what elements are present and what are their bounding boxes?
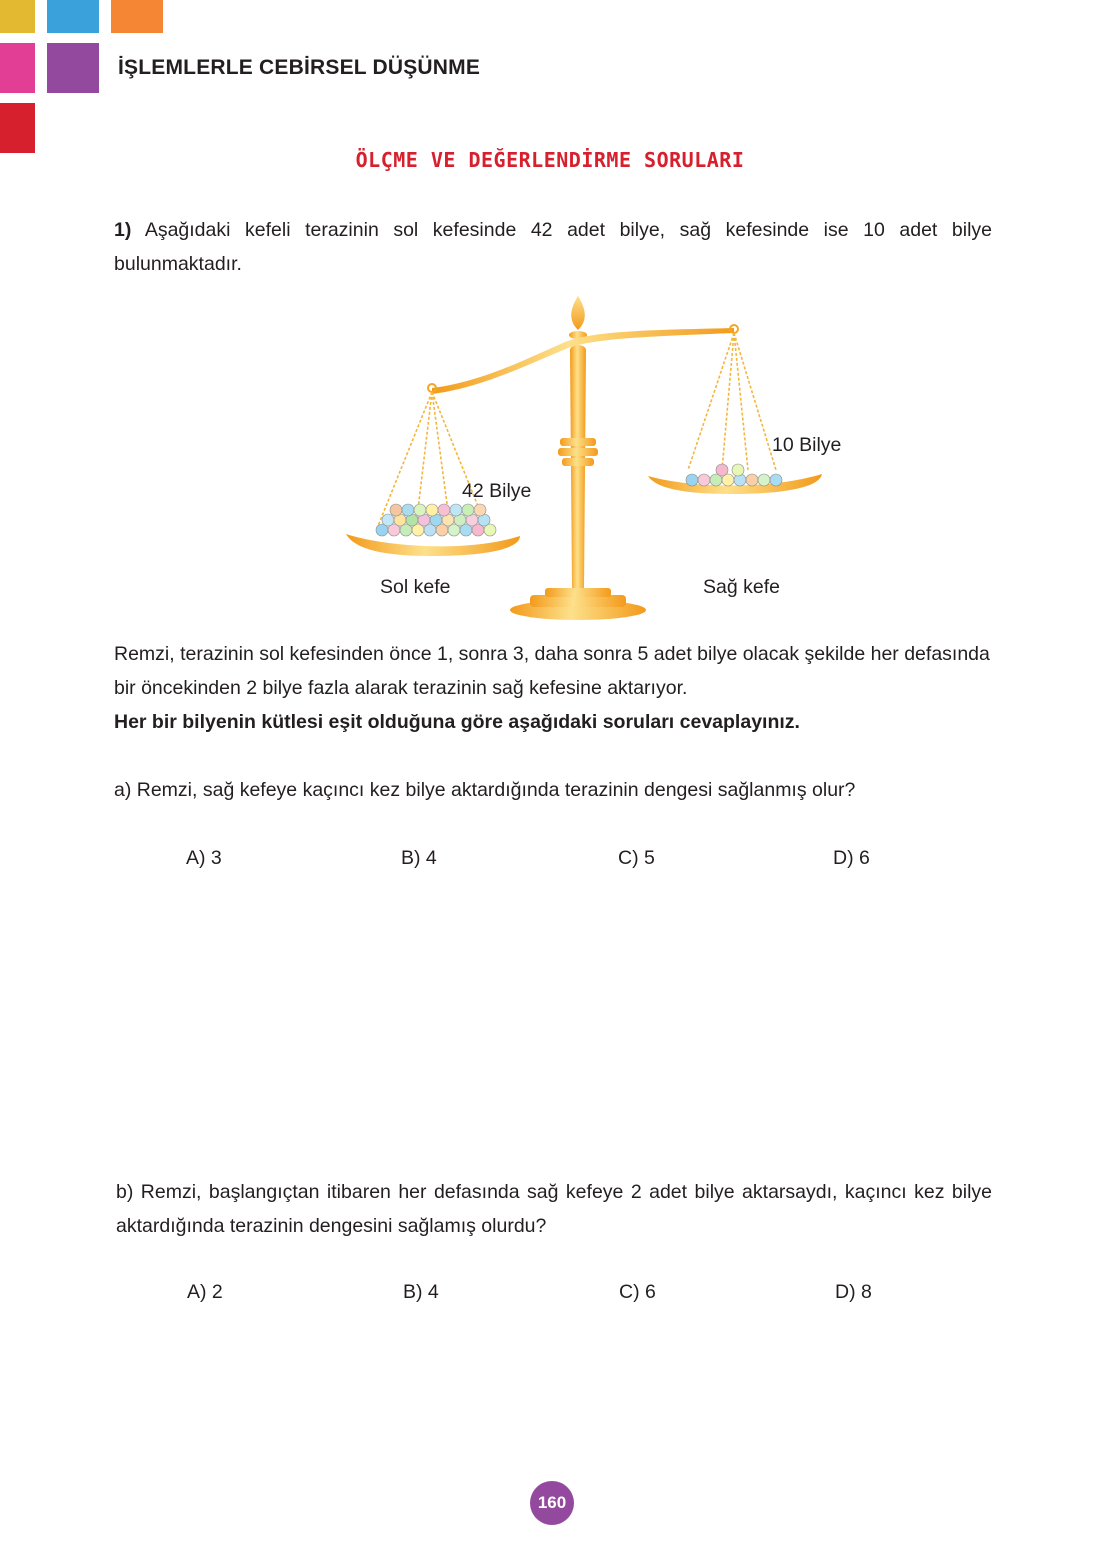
scale-pillar <box>570 350 586 588</box>
scale-finial <box>571 296 585 330</box>
part-a-option-c[interactable]: C) 5 <box>618 847 655 869</box>
part-b-option-b[interactable]: B) 4 <box>403 1281 439 1303</box>
page-number: 160 <box>530 1481 574 1525</box>
part-b-option-d[interactable]: D) 8 <box>835 1281 872 1303</box>
corner-square-red <box>0 103 35 153</box>
question-intro <box>114 213 992 281</box>
question-number: 1) <box>114 219 132 241</box>
part-a-option-a[interactable]: A) 3 <box>186 847 222 869</box>
section-title: ÖLÇME VE DEĞERLENDİRME SORULARI <box>355 148 745 172</box>
part-a-option-d[interactable]: D) 6 <box>833 847 870 869</box>
right-pan-label: Sağ kefe <box>703 576 780 598</box>
part-b-option-c[interactable]: C) 6 <box>619 1281 656 1303</box>
question-description: Remzi, terazinin sol kefesinden önce 1, sonra 3, daha sonra 5 adet bilye olacak şekilde her defasında bir öncekinden 2 bilye fazla alarak terazinin sağ kefesine aktarıyor. <box>114 643 990 699</box>
right-count-label: 10 Bilye <box>772 434 842 456</box>
corner-square-orange <box>111 0 163 33</box>
right-marbles <box>686 464 782 486</box>
question-instruction: Her bir bilyenin kütlesi eşit olduğuna göre aşağıdaki soruları cevaplayınız. <box>114 711 800 733</box>
chapter-title: İŞLEMLERLE CEBİRSEL DÜŞÜNME <box>118 56 481 79</box>
left-pan-label: Sol kefe <box>380 576 451 598</box>
corner-square-yellow <box>0 0 35 33</box>
part-b-question: b) Remzi, başlangıçtan itibaren her defasında sağ kefeye 2 adet bilye aktarsaydı, kaçıncı kez bilye aktardığında terazinin dengesini sağlamış olurdu? <box>116 1181 992 1237</box>
corner-square-pink <box>0 43 35 93</box>
question-intro-text: Aşağıdaki kefeli terazinin sol kefesinde 42 adet bilye, sağ kefesinde ise 10 adet bilye bulunmaktadır. <box>114 219 992 275</box>
left-marbles <box>376 504 496 536</box>
part-a-option-b[interactable]: B) 4 <box>401 847 437 869</box>
corner-square-purple <box>47 43 99 93</box>
part-a-question: a) Remzi, sağ kefeye kaçıncı kez bilye aktardığında terazinin dengesi sağlanmış olur? <box>114 779 856 801</box>
corner-square-blue <box>47 0 99 33</box>
left-count-label: 42 Bilye <box>462 480 532 502</box>
left-pan <box>346 534 520 556</box>
part-b-option-a[interactable]: A) 2 <box>187 1281 223 1303</box>
